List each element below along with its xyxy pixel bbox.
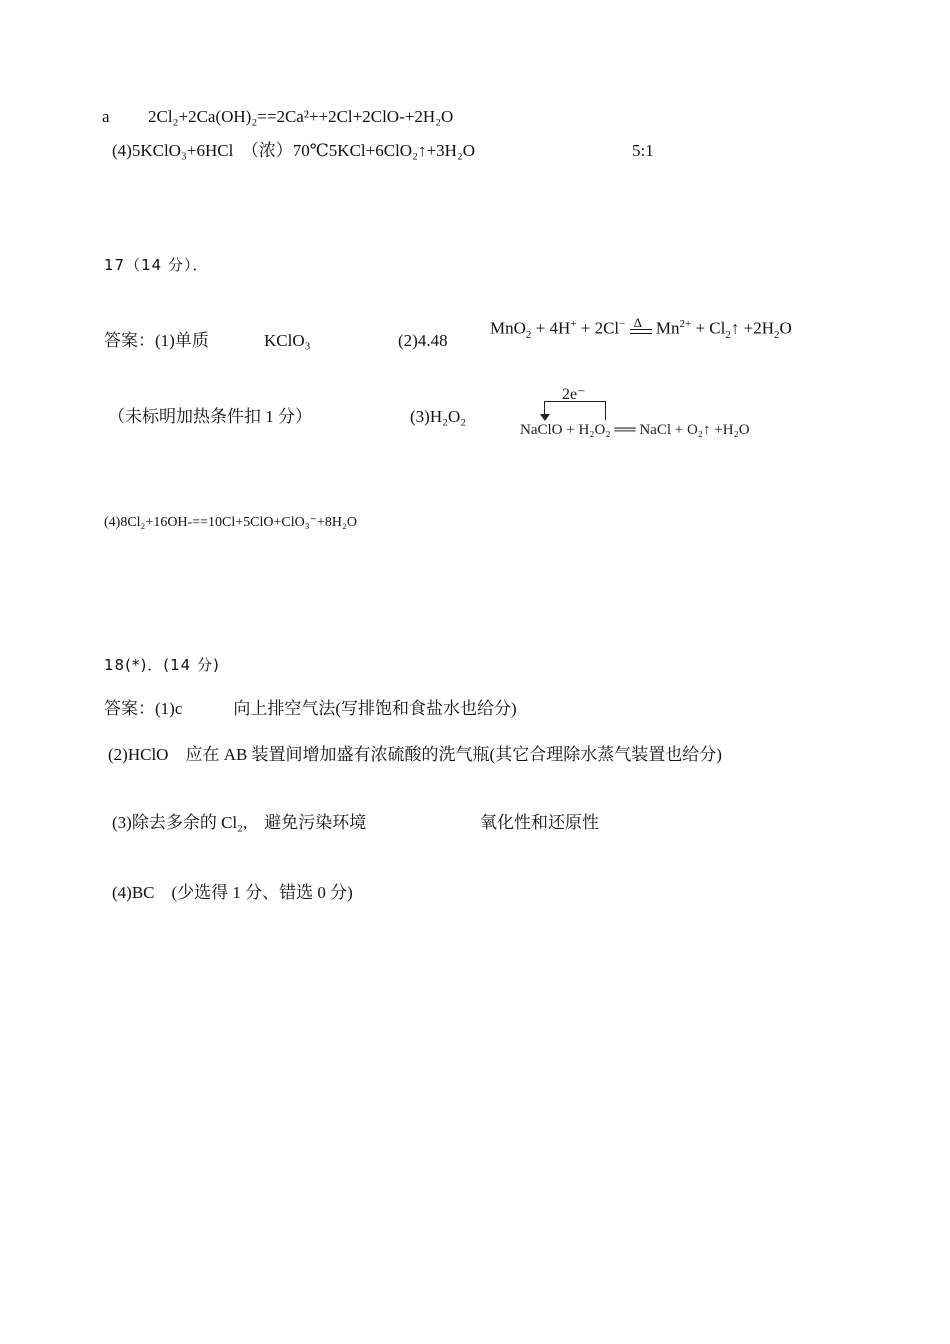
q18-answer-2: (2)HClO 应在 AB 装置间增加盛有浓硫酸的洗气瓶(其它合理除水蒸气装置也给分) [108,745,722,764]
o-text: O [779,318,792,338]
electron-transfer-bracket [544,401,606,420]
mn-text: Mn [655,318,680,338]
q18-answer-1: 答案：(1)c 向上排空气法(写排饱和食盐水也给分) [104,699,517,718]
arrow-head-icon [540,414,550,421]
equation-naclo: NaClO + H₂O₂ ══ NaCl + O₂↑ +H₂O [520,422,750,438]
equation-4: (4)5KClO₃+6HCl （浓）70℃5KCl+6ClO₂↑+3H₂O [112,141,476,160]
q17-answer-3: (3)H₂O₂ [410,407,467,426]
h2o-text: +2H [743,318,774,338]
q17-note: （未标明加热条件扣 1 分） [108,407,312,426]
q17-answer-2: (2)4.48 [398,331,448,350]
q17-answer-kclo3: KClO₃ [264,331,311,350]
h-plus-text: + 4H [535,318,571,338]
heat-condition [630,314,652,334]
cl-minus-text: + 2Cl [580,318,620,338]
q18-answer-4: (4)BC (少选得 1 分、错选 0 分) [112,883,353,902]
q18-answer-3: (3)除去多余的 Cl₂, 避免污染环境 [112,813,367,832]
delta-symbol: Δ [633,314,642,330]
question-17-title: 17（14 分）． [104,256,209,274]
cl2-text: + Cl [695,318,726,338]
q18-answer-3b: 氧化性和还原性 [480,813,599,832]
q17-answer-1: 答案：(1)单质 [104,331,209,350]
equation-mno2: MnO$_2$ + 4H+ + 2Cl− Δ $Mn^{2+}$ + $Cl_2↑ +2H_2O$ [490,314,792,342]
line-a-label: a [102,107,110,126]
mno2-text: MnO [490,318,526,338]
q17-answer-4: (4)8Cl₂+16OH-==10Cl+5ClO+ClO₃⁻+8H₂O [104,515,357,530]
ratio-value: 5:1 [632,141,654,160]
question-18-title: 18(*)．(14 分) [104,656,220,674]
electron-transfer-label: 2e⁻ [562,386,586,403]
equation-a: 2Cl₂+2Ca(OH)₂==2Ca²++2Cl+2ClO-+2H₂O [148,107,454,126]
